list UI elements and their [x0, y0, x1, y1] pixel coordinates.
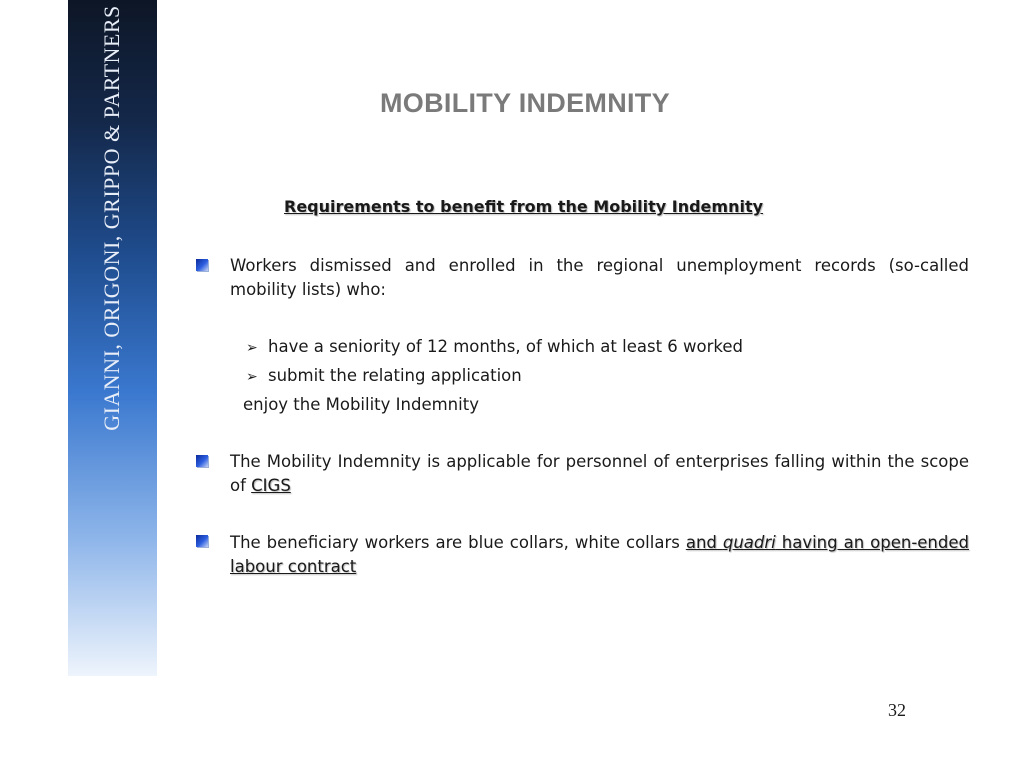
highlight-quadri: quadri [722, 533, 776, 552]
sub-item-2 [246, 364, 522, 389]
square-bullet-icon [196, 455, 208, 467]
brand-name: GIANNI, ORIGONI, GRIPPO & PARTNERS [99, 5, 124, 431]
cigs-highlight: CIGS [251, 476, 291, 495]
sub-item-1 [246, 335, 743, 360]
sub-item-1-text: have a seniority of 12 months, of which at least 6 worked [268, 337, 743, 356]
arrowhead-bullet-icon: ➢ [246, 369, 258, 385]
page-number: 32 [888, 700, 906, 720]
bullet-text-2 [230, 450, 969, 498]
slide-subtitle: Requirements to benefit from the Mobility Indemnity [284, 197, 764, 216]
slide-title: MOBILITY INDEMNITY [380, 88, 670, 118]
bullet-text-3 [230, 531, 969, 579]
highlight-contract: having an open-ended labour contract [230, 533, 969, 576]
highlight-and: and [685, 533, 723, 552]
square-bullet-icon [196, 535, 208, 547]
arrowhead-bullet-icon: ➢ [246, 340, 258, 356]
bullet-2-text: The Mobility Indemnity is applicable for personnel of enterprises falling within the scope of [230, 452, 969, 495]
square-bullet-icon [196, 259, 208, 271]
bullet-3-text: The beneficiary workers are blue collars, white collars [230, 533, 686, 552]
sub-item-2-text: submit the relating application [268, 366, 522, 385]
bullet-text-1: Workers dismissed and enrolled in the regional unemployment records (so-called mobility lists) who: [230, 256, 969, 299]
bullet-1-tail: enjoy the Mobility Indemnity [243, 395, 479, 414]
